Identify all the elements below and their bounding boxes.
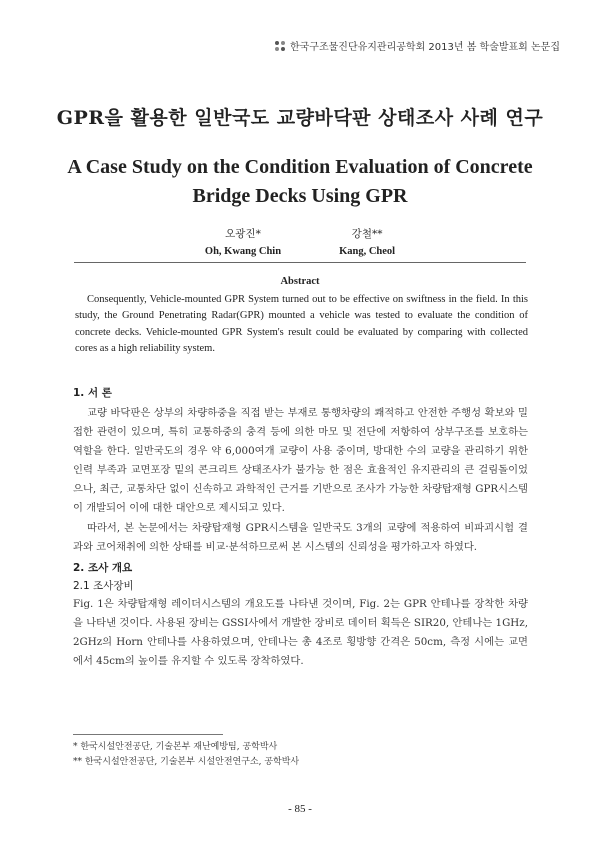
author-name-korean: 강철** <box>351 228 383 240</box>
footnote-divider <box>73 734 223 735</box>
author-name-english: Kang, Cheol <box>339 246 396 257</box>
section-1-body <box>73 404 528 557</box>
title-korean: GPR을 활용한 일반국도 교량바닥판 상태조사 사례 연구 <box>56 107 544 129</box>
title-divider <box>74 262 526 263</box>
author-name-korean: 오광진* <box>225 228 261 240</box>
footnotes <box>73 740 528 770</box>
page-number: - 85 - <box>288 803 312 815</box>
author-1 <box>205 226 281 260</box>
author-list <box>0 226 600 260</box>
paragraph: 따라서, 본 논문에서는 차량탑재형 GPR시스템을 일반국도 3개의 교량에 적용하여 비파괴시험 결과와 코어채취에 의한 상태를 비교·분석하므로써 본 시스템의 신뢰성을 평가하고자 하였다. <box>73 521 528 553</box>
running-head-text: 한국구조물진단유지관리공학회 2013년 봄 학술발표회 논문집 <box>289 42 560 53</box>
paragraph: 교량 바닥판은 상부의 차량하중을 직접 받는 부재로 통행차량의 쾌적하고 안전한 주행성 확보와 밀접한 관련이 있으며, 특히 교통하중의 충격 등에 의한 마모 및 전단에 저항하여 상부구조를 보호하는 역할을 한다. 일반국도의 경우 약 6,000여개 교량이 사용 중이며, 방대한 수의 교량을 관리하기 위한 인력 부족과 교면포장 밑의 콘크리트 상태조사가 불가능 한 점은 효율적인 유지관리의 큰 걸림돌이었으나, 최근, 교통차단 없이 신속하고 과학적인 근거를 기반으로 조사가 가능한 차량탑재형 GPR시스템이 개발되어 이에 대한 대안으로 제시되고 있다. <box>73 407 528 515</box>
footnote-2: ** 한국시설안전공단, 기술본부 시설안전연구소, 공학박사 <box>73 757 300 767</box>
section-2-heading: 2. 조사 개요 <box>73 562 133 574</box>
section-1-heading: 1. 서 론 <box>73 387 112 399</box>
author-name-english: Oh, Kwang Chin <box>204 246 282 257</box>
section-2-1-heading: 2.1 조사장비 <box>73 580 134 592</box>
section-2-body <box>73 595 528 671</box>
journal-logo-icon <box>274 40 286 52</box>
abstract-heading: Abstract <box>280 276 320 287</box>
footnote-1: * 한국시설안전공단, 기술본부 재난예방팀, 공학박사 <box>73 742 278 752</box>
paragraph: Fig. 1은 차량탑재형 레이더시스템의 개요도를 나타낸 것이며, Fig. 2는 GPR 안테나를 장착한 차량을 나타낸 것이다. 사용된 장비는 GSSI사에서 개발한 장비로 데이터 획득은 SIR20, 안테나는 1GHz, 2GHz의 Horn 안테나를 사용하였으며, 안테나는 총 4조로 횡방향 간격은 50cm, 측정 시에는 교면에서 45cm의 높이를 유지할 수 있도록 장착하였다. <box>73 598 528 668</box>
title-english: A Case Study on the Condition Evaluation of Concrete Bridge Decks Using GPR <box>67 156 533 207</box>
abstract-body: Consequently, Vehicle-mounted GPR System turned out to be effective on swiftness in the field. In this study, the Ground Penetrating Radar(GPR) mounted a vehicle was tested to evaluate the condition of concrete decks. Vehicle-mounted GPR System's result could be evaluated by comparing with collected cores as a high reliability system. <box>75 294 528 355</box>
running-head <box>274 38 560 53</box>
author-2 <box>339 226 395 260</box>
